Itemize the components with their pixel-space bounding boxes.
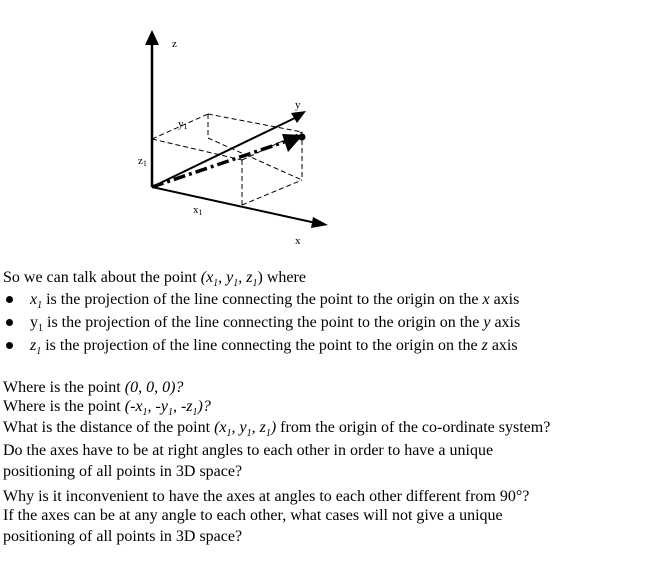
question-negative-point: Where is the point ($-x_1$, $-y_1$, $-z_1$)?	[3, 398, 211, 419]
point-marker	[299, 134, 306, 141]
question-right-angles-line1: Do the axes have to be at right angles to each other in order to have a unique	[3, 442, 494, 459]
3d-coordinate-diagram	[0, 0, 658, 265]
question-any-angle-line2: positioning of all points in 3D space?	[3, 528, 243, 545]
question-inconvenient: Why is it inconvenient to have the axes at angles to each other different from 90°?	[3, 488, 530, 505]
z1-label: z1	[138, 155, 147, 168]
z-axis-arrowhead	[145, 30, 159, 45]
question-any-angle-line1: If the axes can be at any angle to each other, what cases will not give a unique	[3, 507, 503, 524]
x-axis-arrowhead	[311, 217, 328, 228]
bullet-x: $x_1$ is the projection of the line connecting the point to the origin on the x axis	[30, 291, 520, 312]
bullet-dot	[6, 296, 13, 303]
x-axis-label: x	[295, 235, 301, 247]
y1-label: y1	[178, 118, 188, 131]
z-axis-label: z	[172, 38, 177, 50]
question-origin: Where is the point (0, 0, 0)?	[3, 379, 184, 396]
bullet-y: $y_1$ is the projection of the line connecting the point to the origin on the y axis	[30, 314, 521, 335]
y-axis	[152, 117, 297, 187]
bullet-dot	[6, 342, 13, 349]
x-axis	[152, 187, 316, 223]
question-right-angles-line2: positioning of all points in 3D space?	[3, 463, 243, 480]
bullet-z: $z_1$ is the projection of the line connecting the point to the origin on the z axis	[30, 337, 518, 358]
bullet-dot	[6, 319, 13, 326]
position-vector	[152, 140, 290, 187]
question-distance: What is the distance of the point ($x_1$, $y_1$, $z_1$) from the origin of the co-ordinate system?	[3, 419, 551, 440]
y-axis-label: y	[295, 99, 301, 111]
x1-label: x1	[193, 204, 203, 217]
y-axis-arrowhead	[291, 111, 306, 123]
intro-line: So we can talk about the point ($x_1$, $y_1$, $z_1$) where	[3, 269, 306, 290]
